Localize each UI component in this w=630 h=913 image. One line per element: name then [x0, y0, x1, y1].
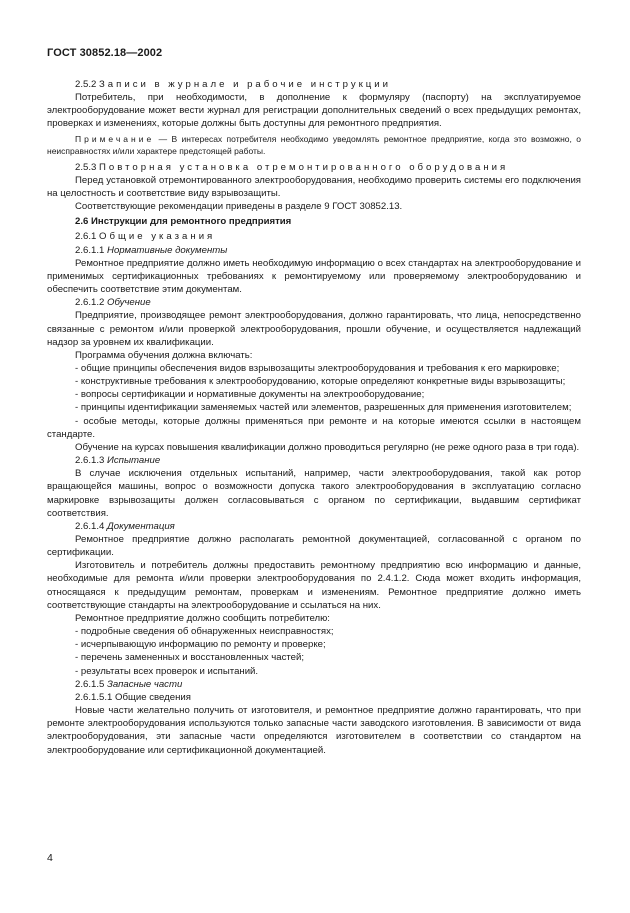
- section-heading: Обучение: [107, 297, 151, 309]
- note-text: — В интересах потребителя необходимо уведомлять ремонтное предприятие, когда это возможно, о неисправностях и/или характере предстоящей работы.: [47, 133, 581, 157]
- section-heading: Повторная установка отремонтированного оборудования: [99, 161, 509, 173]
- list-item: - особые методы, которые должны применяться при ремонте и на которые имеются ссылки в настоящем стандарте.: [47, 415, 581, 440]
- section-number: 2.6.1.3: [75, 455, 105, 467]
- paragraph: Соответствующие рекомендации приведены в разделе 9 ГОСТ 30852.13.: [75, 201, 403, 213]
- paragraph: Предприятие, производящее ремонт электрооборудования, должно гарантировать, что лица, непосредственно связанные с ремонтом и/или проверкой электрооборудования, прошли обучение, и осуществляется надлежащий надзор за уровнем их квалификации.: [47, 310, 581, 348]
- heading-2-6-1: [47, 230, 581, 243]
- list-item: - перечень замененных и восстановленных частей;: [75, 652, 305, 664]
- paragraph: Обучение на курсах повышения квалификации должно проводиться регулярно (не реже одного раза в три года).: [75, 441, 580, 453]
- paragraph: Программа обучения должна включать:: [75, 349, 253, 361]
- heading-2-6-1-2: [47, 296, 581, 309]
- list-item: - исчерпывающую информацию по ремонту и проверке;: [75, 639, 326, 651]
- section-heading: Записи в журнале и рабочие инструкции: [99, 79, 392, 90]
- list-item: - принципы идентификации заменяемых частей или элементов, разрешенных для применения изготовителем;: [75, 402, 572, 414]
- section-heading: Общие указания: [99, 231, 216, 243]
- paragraph: Изготовитель и потребитель должны предоставить ремонтному предприятию всю информацию и данные, необходимые для ремонта и/или проверки электрооборудования по 2.4.1.2. Сюда может входить информация, относящаяся к предыдущим ремонтам, проверкам и изменениям. Ремонтное предприятие должно иметь соответствующие стандарты на электрооборудование и ссылаться на них.: [47, 560, 581, 611]
- section-number: 2.6.1.2: [75, 297, 105, 309]
- paragraph: Новые части желательно получить от изготовителя, и ремонтное предприятие должно гарантировать, что при ремонте электрооборудования используются только запасные части заводского изготовления. В зависимости от вида электрооборудования, эти запасные части определяются изготовителем в соответствии со стандартом на электрооборудование или сертификационной документацией.: [47, 705, 581, 756]
- heading-2-6: 2.6 Инструкции для ремонтного предприятия: [75, 216, 292, 228]
- paragraph: Перед установкой отремонтированного электрооборудования, необходимо проверить системы его подключения на целостность и соответствие виду взрывозащиты.: [47, 174, 581, 199]
- section-number: 2.6.1: [75, 231, 97, 243]
- section-heading: Запасные части: [107, 678, 183, 690]
- heading-2-6-1-5: [47, 678, 581, 691]
- paragraph: В случае исключения отдельных испытаний, например, части электрооборудования, такой как ротор вращающейся машины, вопрос о возможности допуска такого электрооборудования в эксплуатацию согласно маркировке взрывозащиты должен согласовываться с органом по сертификации, выдавшим сертификат соответствия.: [47, 468, 581, 519]
- heading-2-6-1-1: [47, 244, 581, 257]
- section-number: 2.5.3: [75, 161, 97, 173]
- paragraph: Потребитель, при необходимости, в дополнение к формуляру (паспорту) на эксплуатируемое электрооборудование может вести журнал для регистрации дополнительных сведений о всех предыдущих ремонтах, проверках и изменениях, которые должны быть доступны для ремонтного предприятия.: [47, 92, 581, 130]
- note: [47, 133, 581, 158]
- section-number: 2.6.1.4: [75, 520, 105, 532]
- list-item: - общие принципы обеспечения видов взрывозащиты электрооборудования и требования к его маркировке;: [75, 362, 560, 374]
- paragraph: Ремонтное предприятие должно сообщить потребителю:: [75, 612, 330, 624]
- paragraph: Ремонтное предприятие должно располагать ремонтной документацией, согласованной с органом по сертификации.: [47, 534, 581, 559]
- list-item: - подробные сведения об обнаруженных неисправностях;: [75, 626, 334, 638]
- list-item: - результаты всех проверок и испытаний.: [75, 665, 259, 677]
- section-number: 2.6.1.5: [75, 678, 105, 690]
- section-heading: Нормативные документы: [107, 244, 228, 256]
- heading-2-6-1-3: [47, 454, 581, 467]
- heading-2-6-1-4: [47, 520, 581, 533]
- document-body: [47, 76, 581, 757]
- heading-2-5-3: [47, 161, 581, 174]
- section-number: 2.6.1.5.1: [75, 691, 113, 703]
- section-heading: Общие сведения: [115, 691, 191, 703]
- section-number: 2.5.2: [75, 79, 97, 90]
- page-number: 4: [47, 852, 53, 864]
- note-label: Примечание: [75, 133, 155, 144]
- section-heading: Испытание: [107, 455, 161, 467]
- section-number: 2.6.1.1: [75, 244, 105, 256]
- list-item: - конструктивные требования к электрооборудованию, которые определяют конкретные виды взрывозащиты;: [75, 376, 566, 388]
- section-heading: Документация: [107, 520, 175, 532]
- list-item: - вопросы сертификации и нормативные документы на электрооборудование;: [75, 389, 425, 401]
- heading-2-5-2: [47, 78, 581, 91]
- document-header: ГОСТ 30852.18—2002: [47, 47, 163, 59]
- heading-2-6-1-5-1: [47, 691, 581, 704]
- paragraph: Ремонтное предприятие должно иметь необходимую информацию о всех стандартах на электрооборудование и применимых сертификационных требованиях к ремонтируемому или проверяемому электрооборудованию и обеспечить соответствие этим документам.: [47, 257, 581, 296]
